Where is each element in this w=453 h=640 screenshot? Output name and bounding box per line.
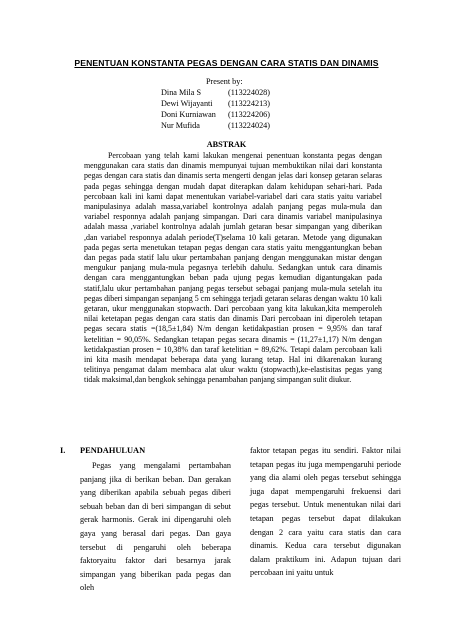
presented-by-label: Present by:	[206, 77, 243, 86]
abstract-paragraph: Percobaan yang telah kami lakukan mengenai penentuan konstanta pegas dengan menggunakan cara statis dan dinamis mempunyai tujuan membuktikan nilai dari konstanta pegas dengan cara statis dan dinamis serta mengerti dengan jelas dari konsep getaran selaras pada pegas sehingga dengan mudah dapat diterapkan dalam kehidupan sehari-hari. Pada percobaan kali ini kami dapat menentukan variabel-variabel dari cara statis yaitu variabel manipulasinya adalah massa,variabel kontrolnya adalah panjang pegas mula-mula dan variabel responnya adalah panjang simpangan. Dari cara dinamis variabel manipulasinya adalah massa ,variabel kontrolnya adalah jumlah getaran besar simpangan yang diberikan ,dan variabel responnya adalah periode(T)selama 10 kali getaran. Metode yang digunakan pada pegas serta menetukan tetapan pegas dengan cara statis yaitu menggantungkan beban dan pegas pada statif lalu ukur pertambahan panjang dengan menggunakan mistar dengan mengukur panjang mula-mula pegasnya terlebih dahulu. Sedangkan untuk cara dinamis dengan cara menggantungkan beban pada ujung pegas kemudian digantungakan pada statif,lalu ukur pertambahan panjang pegas tersebut sebagai panjang mula-mula setelah itu pegas diberi simpangan sepanjang 5 cm sehingga terjadi getaran selaras dengan waktu 10 kali getaran, ukur menggunakan stopwacth. Dari percobaan yang kita lakukan,kita memperoleh nilai ketetapan pegas dengan cara statis dan dinamis Dari percobaan ini diperoleh tetapan pegas secara statis =(18,5±1,84) N/m dengan ketidakpastian prosen = 9,95% dan taraf ketelitian = 90,05%. Sedangkan tetapan pegas secara dinamis = (11,27±1,17) N/m dengan ketidakpastian prosen = 10,38% dan taraf ketelitian = 89,62%. Tetapi dalam percobaan kali ini kita masih mendapat beberapa data yang kurang tetap. Hal ini dikarenakan kurang telitinya pengamat dalam membaca alat ukur waktu (stopwacth),ke-elastisitas pegas yang tidak maksimal,dan bengkok sehingga penambahan panjang simpangan sulit diukur.	[84, 151, 382, 385]
author-row	[161, 120, 270, 131]
author-id: (113224024)	[228, 121, 270, 130]
left-column	[80, 459, 231, 595]
abstract-body	[84, 151, 382, 386]
author-name: Dewi Wijayanti	[161, 99, 213, 108]
author-row	[161, 87, 270, 98]
abstract-heading: ABSTRAK	[206, 140, 247, 149]
left-column-paragraph: Pegas yang mengalami pertambahan panjang jika di berikan beban. Dan gerakan yang diberikan apabila sebuah pegas diberi sebuah beban dan di beri simpangan di sebut gerak harmonis. Gerak ini dipengaruhi oleh gaya yang berasal dari pegas. Dan gaya tersebut di pengaruhi oleh beberapa faktoryaitu faktor dari besarnya jarak simpangan yang biberikan pada pegas dan oleh	[80, 461, 231, 593]
author-name: Doni Kurniawan	[161, 110, 216, 119]
author-row	[161, 109, 270, 120]
right-column	[250, 444, 401, 580]
author-id: (113224213)	[228, 99, 270, 108]
author-list	[161, 87, 270, 131]
author-id: (113224028)	[228, 88, 270, 97]
paper-title: PENENTUAN KONSTANTA PEGAS DENGAN CARA STATIS DAN DINAMIS	[74, 58, 379, 68]
author-name: Nur Mufida	[161, 121, 200, 130]
section-heading	[60, 446, 145, 455]
author-row	[161, 98, 270, 109]
author-name: Dina Mila S	[161, 88, 202, 97]
right-column-paragraph: faktor tetapan pegas itu sendiri. Faktor nilai tetapan pegas itu juga mempengaruhi periode yang dia alami oleh pegas tersebut sehingga juga dapat mempengaruhi frekuensi dari pegas tersebut. Untuk menentukan nilai dari tetapan pegas tersebut dapat dilakukan dengan 2 cara yaitu cara statis dan cara dinamis. Kedua cara tersebut digunakan dalam praktikum ini. Adapun tujuan dari percobaan ini yaitu untuk	[250, 446, 401, 578]
section-title: PENDAHULUAN	[80, 446, 146, 455]
author-id: (113224206)	[228, 110, 270, 119]
section-number: I.	[60, 446, 66, 455]
